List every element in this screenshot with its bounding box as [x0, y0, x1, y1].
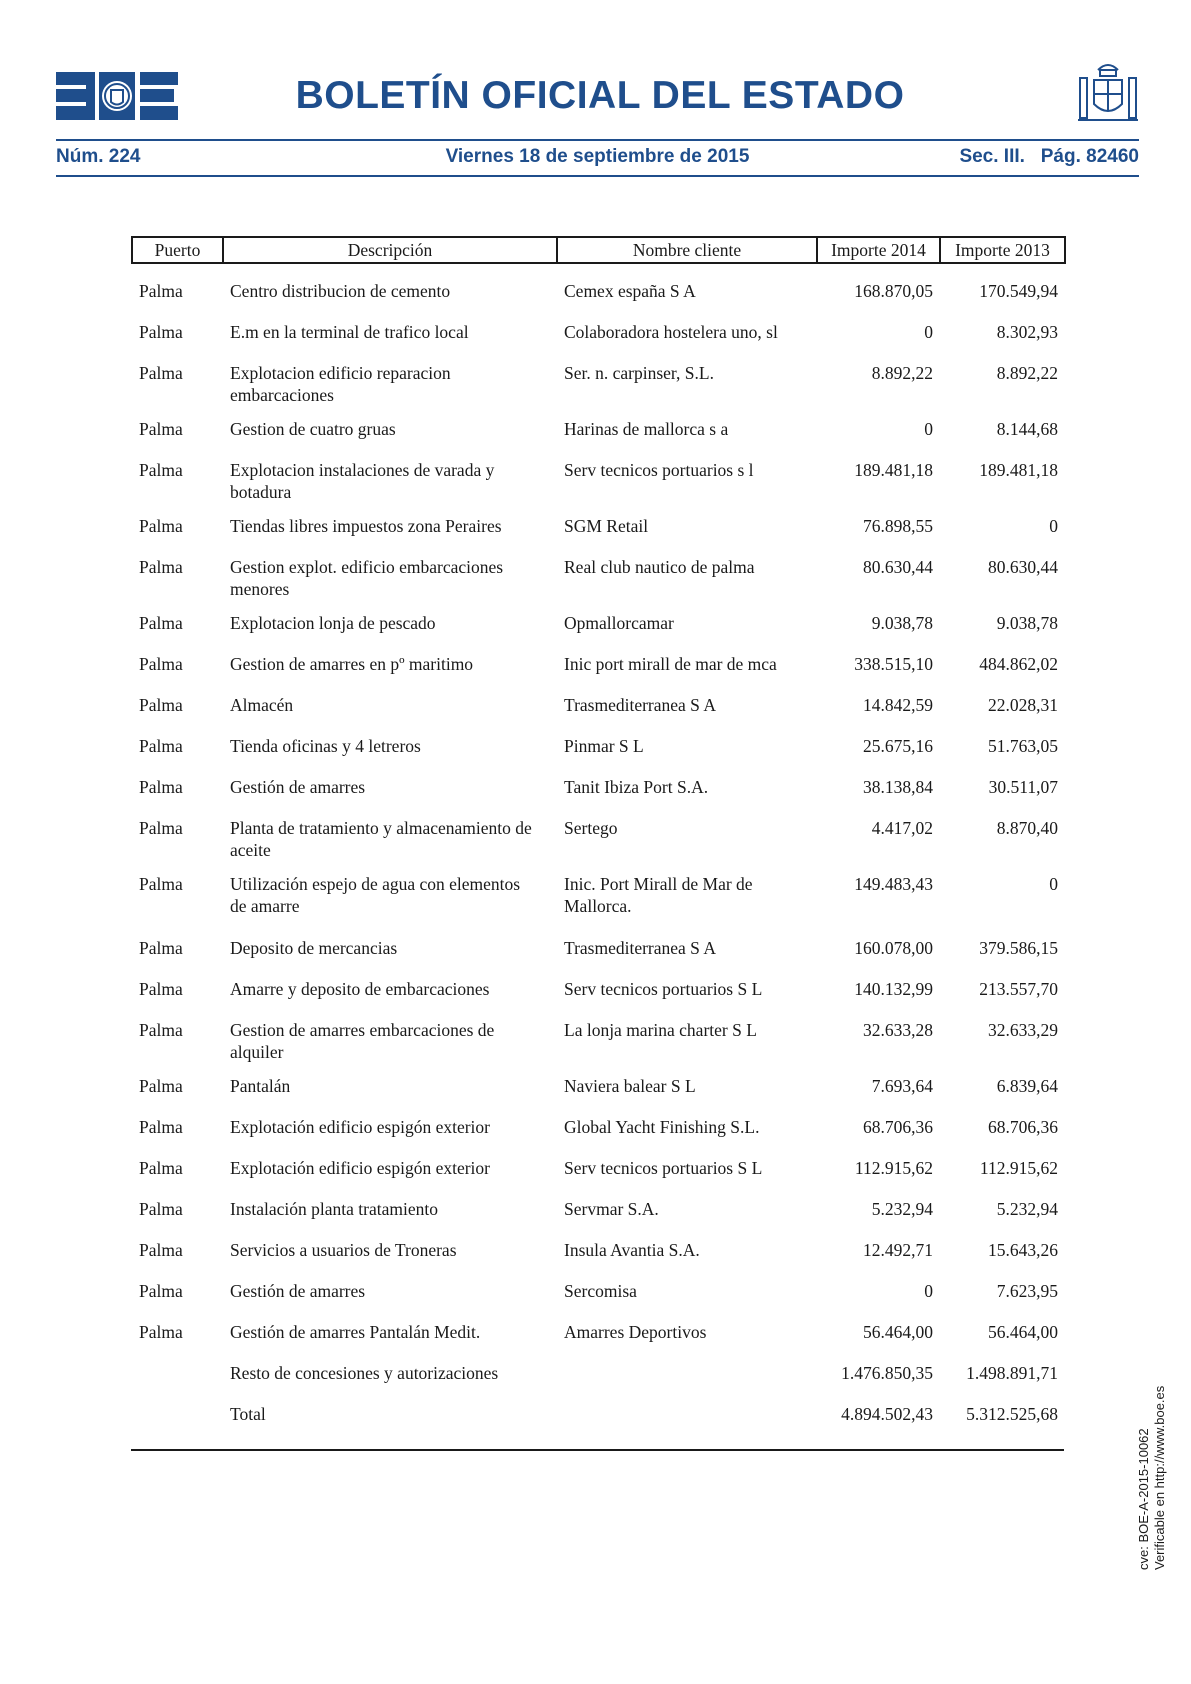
cell-cliente: Serv tecnicos portuarios s l [564, 460, 754, 480]
cell-descripcion: Instalación planta tratamiento [230, 1199, 438, 1219]
cell-descripcion: Gestion explot. edificio embarcaciones menores [230, 557, 504, 599]
cell-importe-2014: 80.630,44 [863, 557, 933, 577]
table-row [132, 1075, 1065, 1116]
cell-importe-2013: 22.028,31 [988, 695, 1058, 715]
cell-puerto: Palma [139, 1158, 183, 1178]
issue-date: Viernes 18 de septiembre de 2015 [445, 146, 750, 167]
cell-descripcion: Gestion de cuatro gruas [230, 419, 396, 439]
table-row [132, 978, 1065, 1019]
cell-descripcion: E.m en la terminal de trafico local [230, 322, 469, 342]
verification-text [1136, 1386, 1168, 1570]
cell-puerto: Palma [139, 557, 183, 577]
cell-cliente: Sertego [564, 818, 618, 838]
table-row [132, 280, 1065, 321]
cell-importe-2013: 484.862,02 [979, 654, 1058, 674]
header-info-bar [56, 146, 1139, 170]
cell-importe-2014: 12.492,71 [863, 1240, 933, 1260]
cell-importe-2014: 149.483,43 [854, 874, 933, 894]
cell-importe-2013: 15.643,26 [988, 1240, 1058, 1260]
cell-puerto: Palma [139, 818, 183, 838]
issue-number: Núm. 224 [56, 146, 141, 167]
cell-importe-2014: 112.915,62 [854, 1158, 933, 1178]
cell-descripcion: Gestion de amarres en pº maritimo [230, 654, 474, 674]
cell-importe-2014: 38.138,84 [863, 777, 933, 797]
column-header-puerto: Puerto [132, 237, 223, 263]
cell-descripcion: Almacén [230, 695, 294, 715]
cell-descripcion: Gestion de amarres embarcaciones de alquiler [230, 1020, 495, 1062]
cell-descripcion: Servicios a usuarios de Troneras [230, 1240, 457, 1260]
cell-importe-2013: 30.511,07 [988, 777, 1058, 797]
cell-importe-2014: 5.232,94 [871, 1199, 933, 1219]
cell-descripcion: Gestión de amarres Pantalán Medit. [230, 1322, 481, 1342]
cell-importe-2014: 25.675,16 [863, 736, 933, 756]
cell-puerto: Palma [139, 874, 183, 894]
cell-descripcion: Deposito de mercancias [230, 938, 398, 958]
cell-descripcion: Planta de tratamiento y almacenamiento de aceite [230, 818, 532, 860]
cell-cliente: Ser. n. carpinser, S.L. [564, 363, 714, 383]
table-row [132, 937, 1065, 978]
cell-puerto: Palma [139, 419, 183, 439]
cell-cliente: Real club nautico de palma [564, 557, 755, 577]
cell-puerto: Palma [139, 1199, 183, 1219]
column-header-importe-2013: Importe 2013 [940, 237, 1065, 263]
cell-importe-2013: 80.630,44 [988, 557, 1058, 577]
cell-cliente: Pinmar S L [564, 736, 644, 756]
cell-importe-2014: 76.898,55 [863, 516, 933, 536]
cell-importe-2013: 6.839,64 [996, 1076, 1058, 1096]
cell-puerto: Palma [139, 777, 183, 797]
cell-cliente: Trasmediterranea S A [564, 695, 716, 715]
cell-puerto: Palma [139, 516, 183, 536]
cell-importe-2014: 1.476.850,35 [841, 1363, 933, 1383]
cell-importe-2014: 338.515,10 [854, 654, 933, 674]
cell-cliente: Serv tecnicos portuarios S L [564, 979, 763, 999]
cell-importe-2013: 189.481,18 [979, 460, 1058, 480]
cell-importe-2014: 56.464,00 [863, 1322, 933, 1342]
column-header-cliente: Nombre cliente [557, 237, 817, 263]
table-row [132, 1116, 1065, 1157]
cell-importe-2013: 8.302,93 [996, 322, 1058, 342]
cell-importe-2013: 213.557,70 [979, 979, 1058, 999]
cell-descripcion: Gestión de amarres [230, 1281, 366, 1301]
cell-puerto: Palma [139, 460, 183, 480]
cell-importe-2014: 14.842,59 [863, 695, 933, 715]
section-page: Sec. III. Pág. 82460 [959, 146, 1139, 167]
cell-importe-2013: 0 [1049, 516, 1058, 536]
table-spacer [132, 263, 1065, 280]
table-row [132, 1362, 1065, 1403]
cell-descripcion: Explotacion lonja de pescado [230, 613, 436, 633]
table-row [132, 776, 1065, 817]
column-header-descripcion: Descripción [223, 237, 557, 263]
cell-puerto: Palma [139, 695, 183, 715]
cell-importe-2013: 8.870,40 [996, 818, 1058, 838]
cell-cliente: Colaboradora hostelera uno, sl [564, 322, 778, 342]
cell-cliente: Amarres Deportivos [564, 1322, 707, 1342]
cell-importe-2013: 51.763,05 [988, 736, 1058, 756]
cell-cliente: Inic. Port Mirall de Mar de Mallorca. [564, 874, 753, 916]
table-row [132, 459, 1065, 515]
cell-cliente: Sercomisa [564, 1281, 637, 1301]
table-row [132, 556, 1065, 612]
table-row [132, 735, 1065, 776]
table-row [132, 817, 1065, 873]
cve-code: cve: BOE-A-2015-10062 [1136, 1428, 1151, 1570]
cell-puerto: Palma [139, 322, 183, 342]
verify-link: Verificable en http://www.boe.es [1152, 1385, 1167, 1570]
table-row [132, 1019, 1065, 1075]
cell-descripcion: Tienda oficinas y 4 letreros [230, 736, 421, 756]
cell-importe-2013: 8.892,22 [996, 363, 1058, 383]
cell-puerto: Palma [139, 1322, 183, 1342]
cell-cliente: Servmar S.A. [564, 1199, 659, 1219]
table-row [132, 362, 1065, 418]
cell-importe-2014: 8.892,22 [871, 363, 933, 383]
cell-descripcion: Total [230, 1404, 266, 1424]
cell-puerto: Palma [139, 1240, 183, 1260]
page-title: BOLETÍN OFICIAL DEL ESTADO [295, 74, 905, 117]
cell-puerto: Palma [139, 1281, 183, 1301]
cell-importe-2014: 189.481,18 [854, 460, 933, 480]
table-row [132, 612, 1065, 653]
table-row [132, 1239, 1065, 1280]
cell-puerto [132, 1403, 223, 1444]
cell-puerto: Palma [139, 1020, 183, 1040]
cell-descripcion: Tiendas libres impuestos zona Peraires [230, 516, 502, 536]
table-row [132, 1198, 1065, 1239]
cell-puerto: Palma [139, 736, 183, 756]
cell-descripcion: Amarre y deposito de embarcaciones [230, 979, 490, 999]
cell-importe-2013: 7.623,95 [996, 1281, 1058, 1301]
cell-puerto: Palma [139, 979, 183, 999]
table-row [132, 1321, 1065, 1362]
cell-descripcion: Explotacion edificio reparacion embarcaciones [230, 363, 451, 405]
cell-cliente: Trasmediterranea S A [564, 938, 716, 958]
cell-importe-2013: 379.586,15 [979, 938, 1058, 958]
table-bottom-rule [131, 1449, 1064, 1451]
cell-importe-2014: 0 [924, 419, 933, 439]
cell-importe-2014: 4.417,02 [871, 818, 933, 838]
cell-puerto: Palma [139, 1117, 183, 1137]
cell-descripcion: Explotacion instalaciones de varada y botadura [230, 460, 495, 502]
table-row [132, 653, 1065, 694]
cell-descripcion: Utilización espejo de agua con elementos de amarre [230, 874, 521, 916]
table-row [132, 1157, 1065, 1198]
cell-importe-2013: 112.915,62 [979, 1158, 1058, 1178]
cell-cliente: Insula Avantia S.A. [564, 1240, 700, 1260]
cell-descripcion: Explotación edificio espigón exterior [230, 1158, 490, 1178]
cell-importe-2014: 160.078,00 [854, 938, 933, 958]
cell-importe-2013: 32.633,29 [988, 1020, 1058, 1040]
cell-descripcion: Gestión de amarres [230, 777, 366, 797]
cell-cliente: La lonja marina charter S L [564, 1020, 757, 1040]
cell-puerto: Palma [139, 938, 183, 958]
cell-importe-2013: 68.706,36 [988, 1117, 1058, 1137]
table-header-row [132, 237, 1065, 263]
cell-puerto: Palma [139, 363, 183, 383]
cell-descripcion: Explotación edificio espigón exterior [230, 1117, 490, 1137]
cell-importe-2014: 0 [924, 1281, 933, 1301]
cell-descripcion: Resto de concesiones y autorizaciones [230, 1363, 499, 1383]
table-row [132, 515, 1065, 556]
spain-coat-of-arms-icon [1076, 60, 1140, 131]
cell-importe-2014: 168.870,05 [854, 281, 933, 301]
cell-puerto: Palma [139, 281, 183, 301]
cell-importe-2013: 5.232,94 [996, 1199, 1058, 1219]
table-row [132, 1280, 1065, 1321]
cell-cliente: Serv tecnicos portuarios S L [564, 1158, 763, 1178]
column-header-importe-2014: Importe 2014 [817, 237, 940, 263]
table-row [132, 1403, 1065, 1444]
cell-importe-2013: 170.549,94 [979, 281, 1058, 301]
cell-cliente: Tanit Ibiza Port S.A. [564, 777, 709, 797]
table-row [132, 873, 1065, 937]
table-row [132, 694, 1065, 735]
cell-puerto: Palma [139, 613, 183, 633]
cell-cliente [557, 1362, 817, 1403]
concessions-table [131, 236, 1066, 1444]
header-rule-top [56, 139, 1139, 141]
cell-cliente: SGM Retail [564, 516, 649, 536]
cell-importe-2014: 68.706,36 [863, 1117, 933, 1137]
table-row [132, 418, 1065, 459]
cell-importe-2014: 32.633,28 [863, 1020, 933, 1040]
cell-importe-2014: 9.038,78 [871, 613, 933, 633]
cell-importe-2013: 0 [1049, 874, 1058, 894]
table-row [132, 321, 1065, 362]
cell-importe-2014: 140.132,99 [854, 979, 933, 999]
cell-puerto [132, 1362, 223, 1403]
boe-logo [56, 72, 178, 125]
cell-puerto: Palma [139, 1076, 183, 1096]
cell-cliente: Harinas de mallorca s a [564, 419, 729, 439]
cell-importe-2013: 9.038,78 [996, 613, 1058, 633]
cell-cliente: Cemex españa S A [564, 281, 696, 301]
cell-cliente: Global Yacht Finishing S.L. [564, 1117, 760, 1137]
cell-puerto: Palma [139, 654, 183, 674]
cell-cliente: Opmallorcamar [564, 613, 674, 633]
cell-cliente: Naviera balear S L [564, 1076, 696, 1096]
cell-importe-2013: 8.144,68 [996, 419, 1058, 439]
cell-cliente: Inic port mirall de mar de mca [564, 654, 777, 674]
cell-importe-2014: 7.693,64 [871, 1076, 933, 1096]
cell-cliente [557, 1403, 817, 1444]
cell-importe-2013: 5.312.525,68 [966, 1404, 1058, 1424]
cell-importe-2014: 0 [924, 322, 933, 342]
cell-importe-2013: 56.464,00 [988, 1322, 1058, 1342]
header-rule-bottom [56, 175, 1139, 177]
cell-descripcion: Centro distribucion de cemento [230, 281, 451, 301]
cell-descripcion: Pantalán [230, 1076, 291, 1096]
cell-importe-2013: 1.498.891,71 [966, 1363, 1058, 1383]
cell-importe-2014: 4.894.502,43 [841, 1404, 933, 1424]
